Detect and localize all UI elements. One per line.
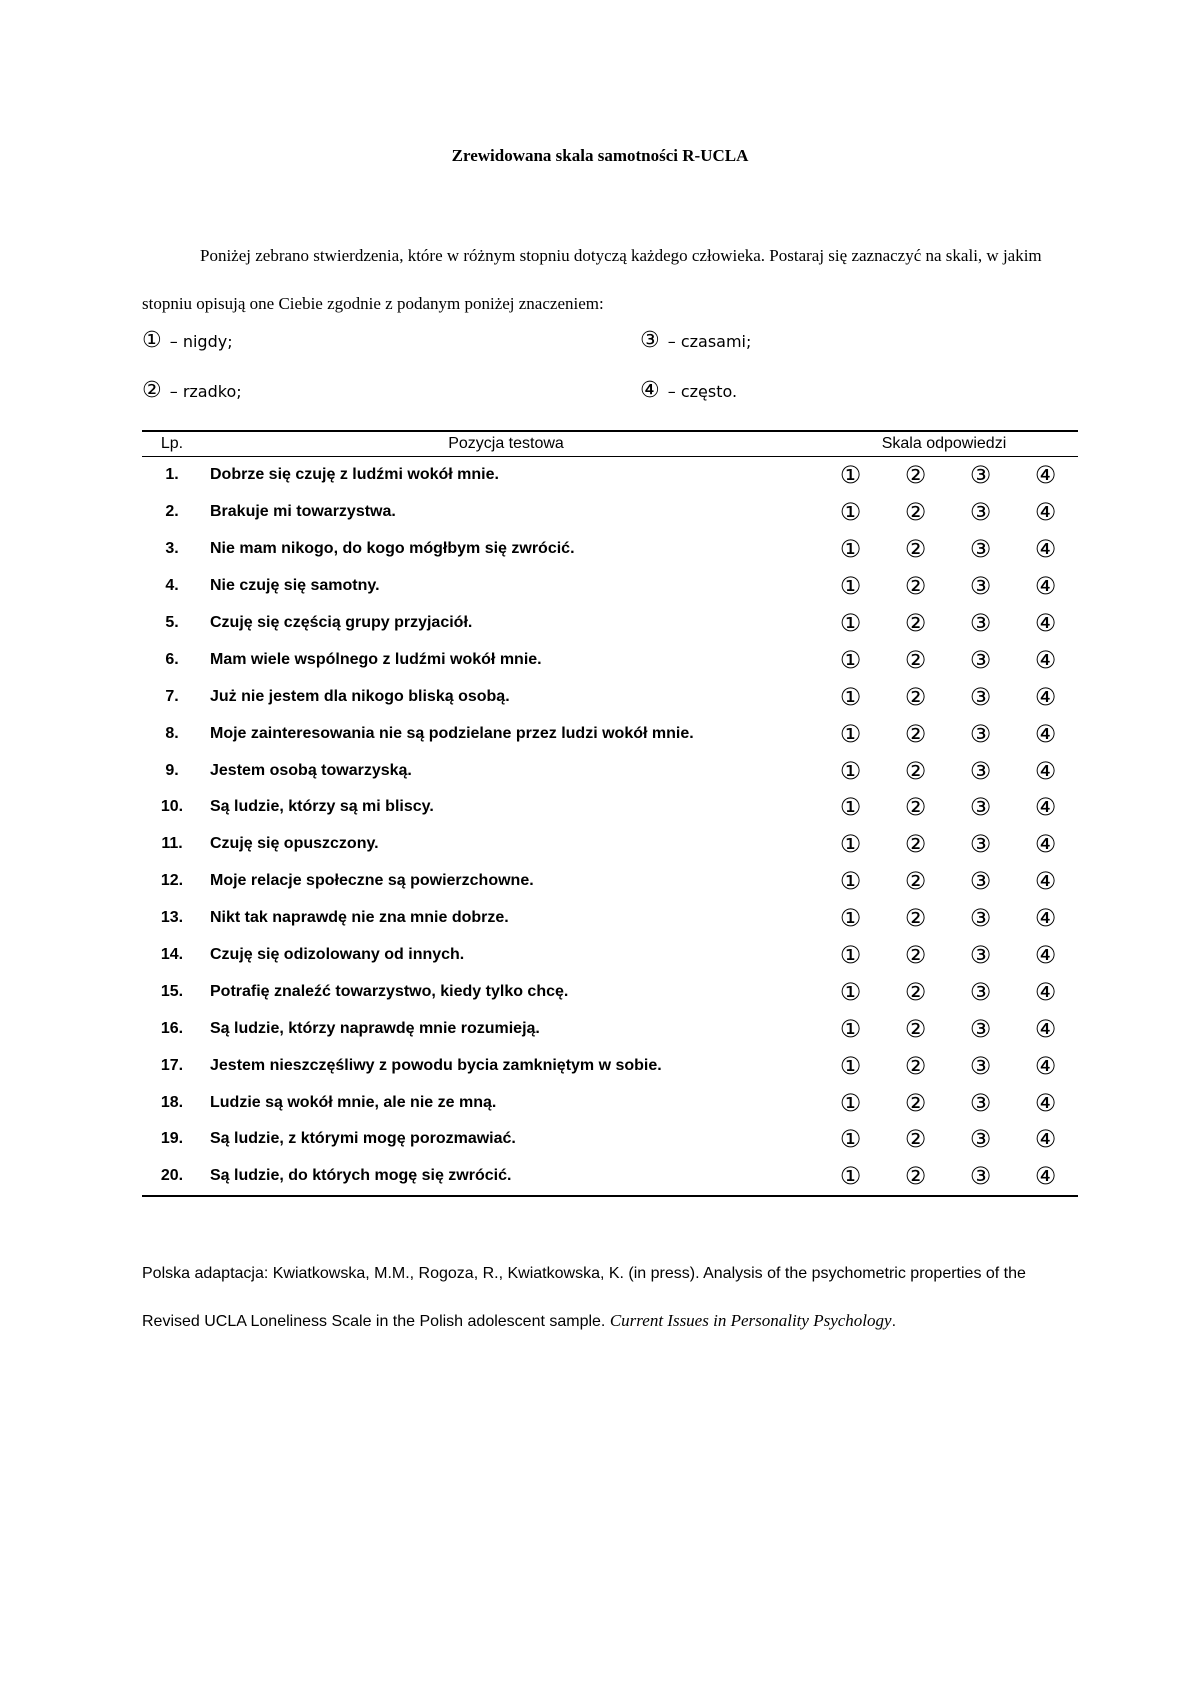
answer-option-2[interactable]: ②	[904, 1125, 927, 1154]
answer-option-3[interactable]: ③	[969, 609, 992, 637]
row-statement: Czuję się opuszczony.	[210, 835, 379, 853]
answer-option-2[interactable]: ②	[904, 756, 927, 785]
table-row	[142, 973, 1078, 1010]
answer-option-4[interactable]: ④	[1034, 719, 1057, 748]
citation-footnote	[142, 1250, 1072, 1345]
answer-option-2[interactable]: ②	[904, 1051, 927, 1080]
answer-option-3[interactable]: ③	[969, 941, 992, 970]
row-number: 13.	[160, 909, 184, 927]
answer-option-3[interactable]: ③	[969, 793, 992, 822]
row-scale	[810, 830, 1078, 859]
answer-option-2[interactable]: ②	[904, 1162, 927, 1191]
table-row	[142, 568, 1078, 605]
row-statement: Są ludzie, którzy są mi bliscy.	[210, 798, 434, 816]
answer-option-4[interactable]: ④	[1034, 498, 1057, 527]
answer-option-4[interactable]: ④	[1034, 461, 1057, 490]
answer-option-4[interactable]: ④	[1034, 1088, 1057, 1117]
answer-option-2[interactable]: ②	[904, 535, 927, 564]
legend-label: – rzadko;	[169, 381, 242, 401]
answer-option-2[interactable]: ②	[904, 609, 927, 637]
table-row	[142, 678, 1078, 715]
table-row	[142, 531, 1078, 568]
answer-option-1[interactable]: ①	[839, 682, 862, 711]
answer-option-1[interactable]: ①	[839, 645, 862, 674]
answer-option-3[interactable]: ③	[969, 572, 992, 601]
legend-item-often	[640, 380, 737, 402]
table-row	[142, 641, 1078, 678]
row-number: 9.	[165, 761, 179, 779]
answer-option-4[interactable]: ④	[1034, 1014, 1057, 1043]
answer-option-3[interactable]: ③	[969, 867, 992, 896]
answer-option-1[interactable]: ①	[839, 793, 862, 822]
row-number: 7.	[165, 687, 179, 705]
page-title: Zrewidowana skala samotności R-UCLA	[451, 146, 749, 165]
legend-symbol: ③	[640, 328, 660, 353]
answer-option-3[interactable]: ③	[969, 682, 992, 711]
row-number: 5.	[165, 614, 179, 631]
table-row	[142, 863, 1078, 900]
row-statement: Moje zainteresowania nie są podzielane przez ludzi wokół mnie.	[210, 724, 694, 742]
answer-option-3[interactable]: ③	[969, 498, 992, 527]
legend-item-never	[142, 330, 233, 352]
table-row	[142, 826, 1078, 863]
answer-option-2[interactable]: ②	[904, 572, 927, 601]
answer-option-4[interactable]: ④	[1034, 609, 1057, 637]
answer-option-4[interactable]: ④	[1034, 756, 1057, 785]
answer-option-1[interactable]: ①	[839, 1125, 862, 1154]
legend-symbol: ④	[640, 378, 660, 403]
answer-option-3[interactable]: ③	[969, 1125, 992, 1154]
answer-option-2[interactable]: ②	[904, 904, 927, 933]
row-statement: Brakuje mi towarzystwa.	[210, 503, 396, 521]
legend-item-rarely	[142, 380, 242, 402]
answer-option-3[interactable]: ③	[969, 756, 992, 785]
row-number: 20.	[160, 1167, 184, 1185]
row-number: 4.	[165, 577, 179, 595]
row-scale	[810, 756, 1078, 785]
answer-option-1[interactable]: ①	[839, 941, 862, 970]
citation-end: .	[891, 1313, 897, 1330]
header-lp: Lp.	[160, 435, 184, 452]
row-statement: Nie mam nikogo, do kogo mógłbym się zwrócić.	[210, 540, 575, 558]
row-scale	[810, 682, 1078, 711]
legend-symbol: ②	[142, 378, 162, 403]
table-row	[142, 1084, 1078, 1121]
legend-label: – nigdy;	[169, 331, 233, 351]
answer-option-3[interactable]: ③	[969, 1051, 992, 1080]
row-statement: Mam wiele wspólnego z ludźmi wokół mnie.	[210, 650, 542, 668]
row-statement: Są ludzie, z którymi mogę porozmawiać.	[210, 1130, 516, 1148]
answer-option-2[interactable]: ②	[904, 793, 927, 822]
answer-option-3[interactable]: ③	[969, 719, 992, 748]
answer-option-1[interactable]: ①	[839, 1014, 862, 1043]
table-row	[142, 900, 1078, 937]
answer-option-1[interactable]: ①	[839, 572, 862, 601]
row-statement: Dobrze się czuję z ludźmi wokół mnie.	[210, 466, 499, 484]
row-scale	[810, 904, 1078, 933]
row-scale	[810, 1051, 1078, 1080]
row-statement: Moje relacje społeczne są powierzchowne.	[210, 872, 534, 890]
row-number: 18.	[160, 1093, 184, 1111]
row-statement: Jestem osobą towarzyską.	[210, 761, 412, 779]
answer-option-4[interactable]: ④	[1034, 1125, 1057, 1154]
row-scale	[810, 941, 1078, 970]
answer-option-4[interactable]: ④	[1034, 682, 1057, 711]
row-number: 8.	[165, 724, 179, 742]
answer-option-2[interactable]: ②	[904, 461, 927, 490]
row-number: 15.	[160, 982, 184, 1000]
row-scale	[810, 1125, 1078, 1154]
answer-option-3[interactable]: ③	[969, 1162, 992, 1191]
answer-option-2[interactable]: ②	[904, 1014, 927, 1043]
answer-option-4[interactable]: ④	[1034, 1162, 1057, 1191]
answer-option-1[interactable]: ①	[839, 535, 862, 564]
answer-option-2[interactable]: ②	[904, 498, 927, 527]
answer-option-1[interactable]: ①	[839, 977, 862, 1006]
answer-option-3[interactable]: ③	[969, 461, 992, 490]
table-row	[142, 789, 1078, 826]
questionnaire-table	[142, 430, 1078, 1197]
table-row	[142, 1047, 1078, 1084]
answer-option-1[interactable]: ①	[839, 498, 862, 527]
row-scale	[810, 1162, 1078, 1191]
answer-option-4[interactable]: ④	[1034, 977, 1057, 1006]
row-number: 14.	[160, 946, 184, 964]
row-number: 1.	[165, 466, 179, 484]
row-number: 16.	[160, 1019, 184, 1037]
legend-item-sometimes	[640, 330, 751, 352]
table-row	[142, 605, 1078, 642]
answer-option-4[interactable]: ④	[1034, 535, 1057, 564]
row-number: 11.	[161, 835, 183, 853]
table-row	[142, 752, 1078, 789]
answer-option-3[interactable]: ③	[969, 904, 992, 933]
legend-label: – często.	[667, 381, 738, 401]
answer-option-1[interactable]: ①	[839, 609, 862, 637]
table-row	[142, 1158, 1078, 1195]
row-scale	[810, 867, 1078, 896]
answer-option-1[interactable]: ①	[839, 1051, 862, 1080]
table-row	[142, 715, 1078, 752]
answer-option-4[interactable]: ④	[1034, 904, 1057, 933]
answer-option-3[interactable]: ③	[969, 977, 992, 1006]
answer-option-1[interactable]: ①	[839, 904, 862, 933]
table-header	[142, 432, 1078, 457]
table-row	[142, 1121, 1078, 1158]
row-statement: Czuję się częścią grupy przyjaciół.	[210, 614, 473, 631]
row-number: 2.	[165, 503, 179, 521]
table-row	[142, 494, 1078, 531]
row-statement: Są ludzie, którzy naprawdę mnie rozumieją.	[210, 1019, 540, 1037]
answer-option-4[interactable]: ④	[1034, 645, 1057, 674]
instructions-paragraph: Poniżej zebrano stwierdzenia, które w różnym stopniu dotyczą każdego człowieka. Postaraj się zaznaczyć na skali, w jakim stopniu opisują one Ciebie zgodnie z podanym poniżej znaczeniem:	[142, 246, 1042, 313]
answer-option-4[interactable]: ④	[1034, 830, 1057, 859]
row-number: 17.	[160, 1056, 184, 1074]
row-scale	[810, 611, 1078, 635]
answer-option-1[interactable]: ①	[839, 1162, 862, 1191]
row-scale	[810, 461, 1078, 490]
row-scale	[810, 535, 1078, 564]
row-scale	[810, 1088, 1078, 1117]
answer-option-2[interactable]: ②	[904, 830, 927, 859]
row-scale	[810, 645, 1078, 674]
answer-option-3[interactable]: ③	[969, 830, 992, 859]
legend-symbol: ①	[142, 328, 162, 353]
row-statement: Potrafię znaleźć towarzystwo, kiedy tylko chcę.	[210, 982, 569, 1000]
answer-option-4[interactable]: ④	[1034, 867, 1057, 896]
answer-option-1[interactable]: ①	[839, 461, 862, 490]
citation-journal: Current Issues in Personality Psychology	[609, 1311, 892, 1330]
table-row	[142, 937, 1078, 974]
row-scale	[810, 793, 1078, 822]
citation-text: Polska adaptacja: Kwiatkowska, M.M., Rogoza, R., Kwiatkowska, K. (in press). Analysis of the psychometric properties of the Revised UCLA Loneliness Scale in the Polish adolescent sample.	[142, 1265, 1026, 1330]
header-scale: Skala odpowiedzi	[881, 435, 1007, 452]
answer-option-3[interactable]: ③	[969, 535, 992, 564]
row-scale	[810, 572, 1078, 601]
row-statement: Jestem nieszczęśliwy z powodu bycia zamkniętym w sobie.	[210, 1056, 662, 1074]
answer-option-2[interactable]: ②	[904, 682, 927, 711]
row-scale	[810, 498, 1078, 527]
answer-option-2[interactable]: ②	[904, 1088, 927, 1117]
row-statement: Czuję się odizolowany od innych.	[210, 946, 465, 964]
answer-option-4[interactable]: ④	[1034, 1051, 1057, 1080]
answer-option-1[interactable]: ①	[839, 830, 862, 859]
answer-option-2[interactable]: ②	[904, 867, 927, 896]
row-scale	[810, 719, 1078, 748]
row-scale	[810, 1014, 1078, 1043]
row-number: 19.	[160, 1130, 184, 1148]
answer-option-4[interactable]: ④	[1034, 793, 1057, 822]
row-scale	[810, 977, 1078, 1006]
answer-option-2[interactable]: ②	[904, 941, 927, 970]
answer-option-1[interactable]: ①	[839, 756, 862, 785]
row-statement: Są ludzie, do których mogę się zwrócić.	[210, 1167, 512, 1185]
answer-option-4[interactable]: ④	[1034, 572, 1057, 601]
table-row	[142, 457, 1078, 494]
answer-option-1[interactable]: ①	[839, 867, 862, 896]
answer-option-3[interactable]: ③	[969, 645, 992, 674]
row-statement: Nie czuję się samotny.	[210, 577, 380, 595]
row-number: 12.	[160, 872, 184, 890]
answer-option-4[interactable]: ④	[1034, 941, 1057, 970]
answer-option-2[interactable]: ②	[904, 977, 927, 1006]
row-number: 3.	[165, 540, 179, 558]
header-item: Pozycja testowa	[448, 435, 564, 452]
row-statement: Nikt tak naprawdę nie zna mnie dobrze.	[210, 909, 509, 927]
answer-option-3[interactable]: ③	[969, 1014, 992, 1043]
row-number: 10.	[160, 798, 184, 816]
table-row	[142, 1010, 1078, 1047]
row-statement: Już nie jestem dla nikogo bliską osobą.	[210, 687, 510, 705]
answer-option-2[interactable]: ②	[904, 645, 927, 674]
row-statement: Ludzie są wokół mnie, ale nie ze mną.	[210, 1093, 497, 1111]
row-number: 6.	[165, 650, 179, 668]
table-body	[142, 457, 1078, 1195]
legend-label: – czasami;	[667, 331, 752, 351]
answer-option-1[interactable]: ①	[839, 719, 862, 748]
answer-option-2[interactable]: ②	[904, 719, 927, 748]
answer-option-1[interactable]: ①	[839, 1088, 862, 1117]
answer-option-3[interactable]: ③	[969, 1088, 992, 1117]
